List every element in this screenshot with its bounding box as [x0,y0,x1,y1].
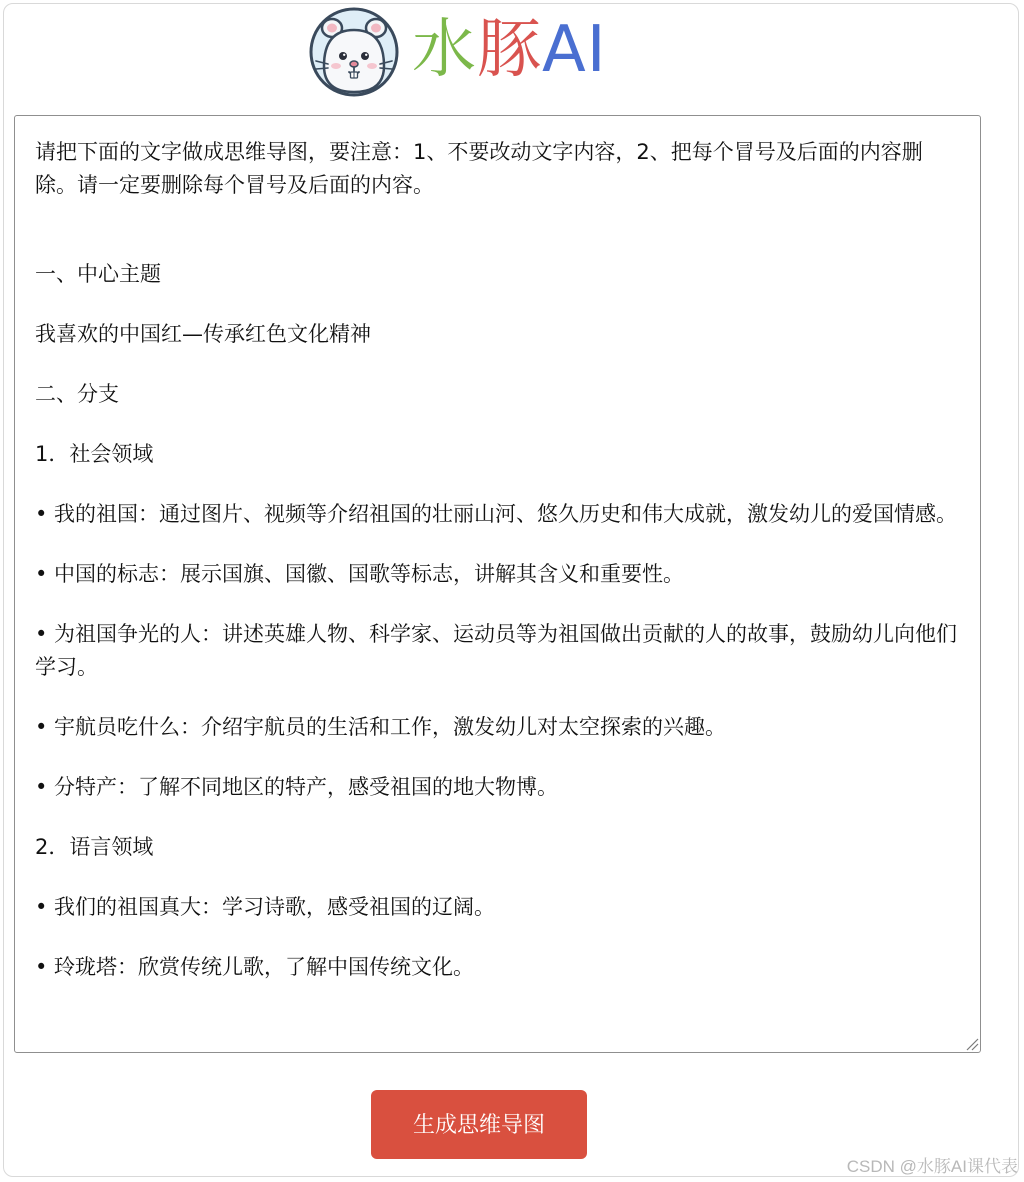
prompt-line-bullet: • 我的祖国：通过图片、视频等介绍祖国的壮丽山河、悠久历史和伟大成就，激发幼儿的爱国情感。 [35,502,958,526]
prompt-line-bullet: • 宇航员吃什么：介绍宇航员的生活和工作，激发幼儿对太空探索的兴趣。 [35,715,727,739]
generate-mindmap-button[interactable]: 生成思维导图 [371,1090,587,1159]
resize-handle-icon[interactable] [963,1035,979,1051]
hamster-mascot-icon [308,6,400,98]
prompt-line-center-topic-heading: 一、中心主题 [35,262,161,286]
logo-char-2: 豚 [477,13,542,87]
prompt-line-bullet: • 分特产：了解不同地区的特产，感受祖国的地大物博。 [35,775,559,799]
prompt-line-language-domain: 2．语言领域 [35,835,154,859]
logo-char-1: 水 [412,13,477,87]
logo-char-3: AI [542,13,607,87]
prompt-textarea[interactable] [14,115,981,1053]
prompt-line-bullet: • 我们的祖国真大：学习诗歌，感受祖国的辽阔。 [35,895,496,919]
prompt-intro: 请把下面的文字做成思维导图，要注意：1、不要改动文字内容，2、把每个冒号及后面的内容删除。请一定要删除每个冒号及后面的内容。 [35,140,923,197]
prompt-line-bullet: • 玲珑塔：欣赏传统儿歌，了解中国传统文化。 [35,955,475,979]
brand-logo-text [412,10,607,90]
prompt-line-branch-heading: 二、分支 [35,382,119,406]
prompt-line-bullet: • 中国的标志：展示国旗、国徽、国歌等标志，讲解其含义和重要性。 [35,562,685,586]
prompt-line-bullet: • 为祖国争光的人：讲述英雄人物、科学家、运动员等为祖国做出贡献的人的故事，鼓励幼儿向他们学习。 [35,622,958,679]
prompt-text-content[interactable] [15,116,980,984]
prompt-line-center-topic: 我喜欢的中国红—传承红色文化精神 [35,322,371,346]
header [0,0,1024,108]
watermark: CSDN @水豚AI课代表 [846,1157,1018,1176]
prompt-line-social-domain: 1．社会领域 [35,442,154,466]
